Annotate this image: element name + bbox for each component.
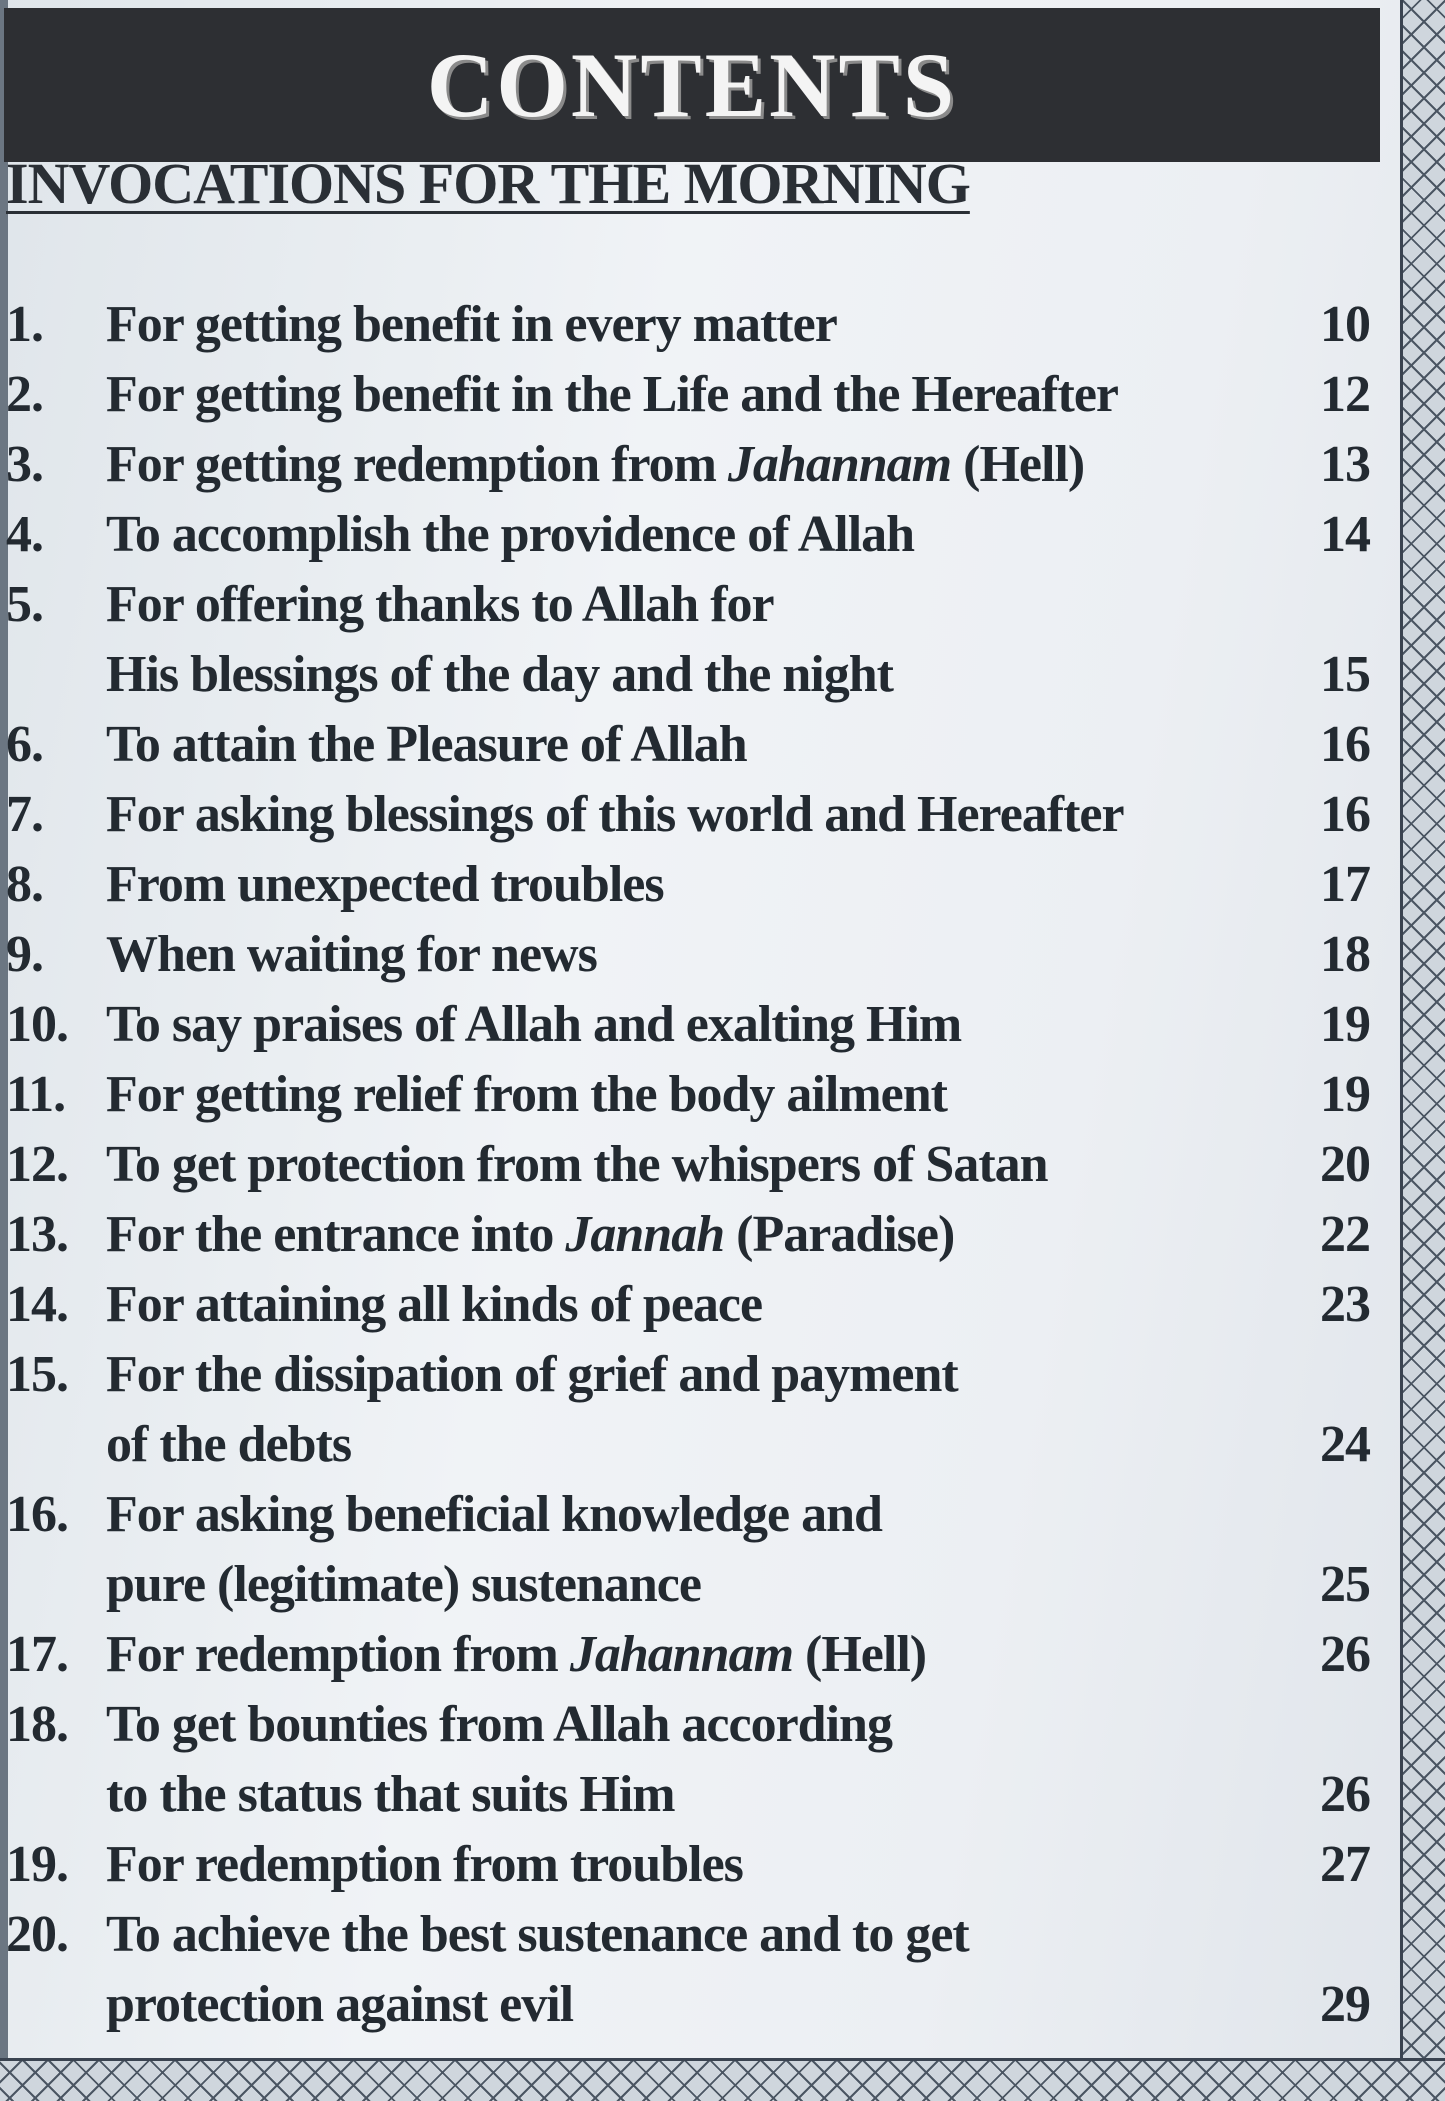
toc-entry-page-number: 26 [1320,1626,1370,1683]
toc-entry-title [106,780,1400,850]
toc-entry-title [106,500,1400,570]
toc-entry-title [106,920,1400,990]
toc-entry-title [106,360,1400,430]
toc-entry [0,1690,1400,1830]
toc-entry-number: 19. [6,1836,68,1893]
section-heading: INVOCATIONS FOR THE MORNING [6,151,970,216]
toc-entry-number: 8. [6,856,43,913]
toc-entry-page-number: 15 [1320,646,1370,703]
toc-entry [0,920,1400,990]
toc-entry [0,570,1400,710]
toc-entry-title-line: For getting redemption from Jahannam (Hell) [106,436,1085,493]
toc-entry-title-line: To accomplish the providence of Allah [106,506,915,563]
toc-entry-title-line: For asking blessings of this world and Hereafter [106,786,1124,843]
toc-entry-number: 6. [6,716,43,773]
zigzag-border-right [1400,0,1445,2101]
toc-entry-page-number: 19 [1320,1066,1370,1123]
toc-entry [0,990,1400,1060]
toc-entry-title-line: of the debts [106,1416,352,1473]
toc-entry-page-number: 13 [1320,436,1370,493]
toc-entry-page-number: 12 [1320,366,1370,423]
toc-entry [0,780,1400,850]
page-title: CONTENTS [426,34,958,136]
toc-entry-title-line: To get protection from the whispers of Satan [106,1136,1048,1193]
toc-entry-page-number: 22 [1320,1206,1370,1263]
toc-entry-number: 13. [6,1206,68,1263]
toc-entry-page-number: 25 [1320,1556,1370,1613]
toc-entry-title-line: For getting relief from the body ailment [106,1066,947,1123]
toc-entry-title [106,1480,1400,1620]
toc-entry-page-number: 20 [1320,1136,1370,1193]
toc-entry-title [106,1270,1400,1340]
toc-entry [0,430,1400,500]
toc-entry-page-number: 16 [1320,716,1370,773]
toc-entry-number: 7. [6,786,43,843]
toc-entry-title-line: For getting benefit in every matter [106,296,837,353]
toc-entry-title [106,1130,1400,1200]
toc-entry-title-line: to the status that suits Him [106,1766,675,1823]
toc-entry [0,1340,1400,1480]
toc-entry-page-number: 27 [1320,1836,1370,1893]
toc-entry-title-line: When waiting for news [106,926,597,983]
toc-entry [0,1830,1400,1900]
toc-entry-number: 14. [6,1276,68,1333]
toc-entry-title [106,990,1400,1060]
toc-entry-title-line: For offering thanks to Allah for [106,576,774,633]
toc-entry-page-number: 14 [1320,506,1370,563]
toc-entry-number: 4. [6,506,43,563]
toc-entry-page-number: 10 [1320,296,1370,353]
toc-entry [0,1480,1400,1620]
toc-entry-title [106,1340,1400,1480]
contents-header-bar [4,8,1380,162]
toc-entry-title-line: To attain the Pleasure of Allah [106,716,747,773]
toc-entry [0,850,1400,920]
toc-entry-title [106,710,1400,780]
toc-entry-title [106,1200,1400,1270]
toc-entry-page-number: 23 [1320,1276,1370,1333]
toc-entry-title-line: To get bounties from Allah according [106,1696,892,1753]
toc-entry [0,1130,1400,1200]
toc-entry-number: 10. [6,996,68,1053]
toc-entry-page-number: 24 [1320,1416,1370,1473]
toc-entry-title-line: His blessings of the day and the night [106,646,893,703]
toc-entry [0,1200,1400,1270]
toc-entry-title [106,430,1400,500]
toc-entry-title [106,1900,1400,2040]
toc-entry-title [106,1690,1400,1830]
toc-entry [0,500,1400,570]
toc-entry-title [106,1620,1400,1690]
toc-entry-page-number: 19 [1320,996,1370,1053]
toc-entry [0,290,1400,360]
toc-entry-number: 9. [6,926,43,983]
table-of-contents [0,290,1400,2040]
toc-entry-number: 15. [6,1346,68,1403]
toc-entry [0,1620,1400,1690]
toc-entry-title [106,850,1400,920]
toc-entry-title-line: For the dissipation of grief and payment [106,1346,958,1403]
toc-entry-title [106,290,1400,360]
toc-entry-number: 1. [6,296,43,353]
toc-entry [0,1060,1400,1130]
toc-entry [0,1270,1400,1340]
toc-entry-number: 16. [6,1486,68,1543]
toc-entry-title-line: From unexpected troubles [106,856,664,913]
toc-entry [0,1900,1400,2040]
toc-entry-number: 17. [6,1626,68,1683]
toc-entry [0,710,1400,780]
toc-entry-number: 2. [6,366,43,423]
toc-entry-page-number: 17 [1320,856,1370,913]
toc-entry-number: 20. [6,1906,68,1963]
toc-entry-number: 5. [6,576,43,633]
toc-entry-title-line: For redemption from troubles [106,1836,743,1893]
toc-entry-number: 3. [6,436,43,493]
toc-entry-title-line: For the entrance into Jannah (Paradise) [106,1206,955,1263]
toc-entry-page-number: 26 [1320,1766,1370,1823]
toc-entry-page-number: 18 [1320,926,1370,983]
toc-entry-title-line: protection against evil [106,1976,574,2033]
toc-entry-number: 11. [6,1066,66,1123]
toc-entry [0,360,1400,430]
toc-entry-number: 18. [6,1696,68,1753]
toc-entry-title [106,570,1400,710]
toc-entry-page-number: 16 [1320,786,1370,843]
toc-entry-title-line: To say praises of Allah and exalting Him [106,996,962,1053]
toc-entry-title-line: For getting benefit in the Life and the Hereafter [106,366,1118,423]
toc-entry-title [106,1830,1400,1900]
toc-entry-page-number: 29 [1320,1976,1370,2033]
toc-entry-title-line: To achieve the best sustenance and to get [106,1906,969,1963]
zigzag-border-bottom [0,2058,1445,2101]
toc-entry-title [106,1060,1400,1130]
toc-entry-title-line: For redemption from Jahannam (Hell) [106,1626,927,1683]
toc-entry-number: 12. [6,1136,68,1193]
toc-entry-title-line: For attaining all kinds of peace [106,1276,763,1333]
toc-entry-title-line: pure (legitimate) sustenance [106,1556,701,1613]
toc-entry-title-line: For asking beneficial knowledge and [106,1486,882,1543]
